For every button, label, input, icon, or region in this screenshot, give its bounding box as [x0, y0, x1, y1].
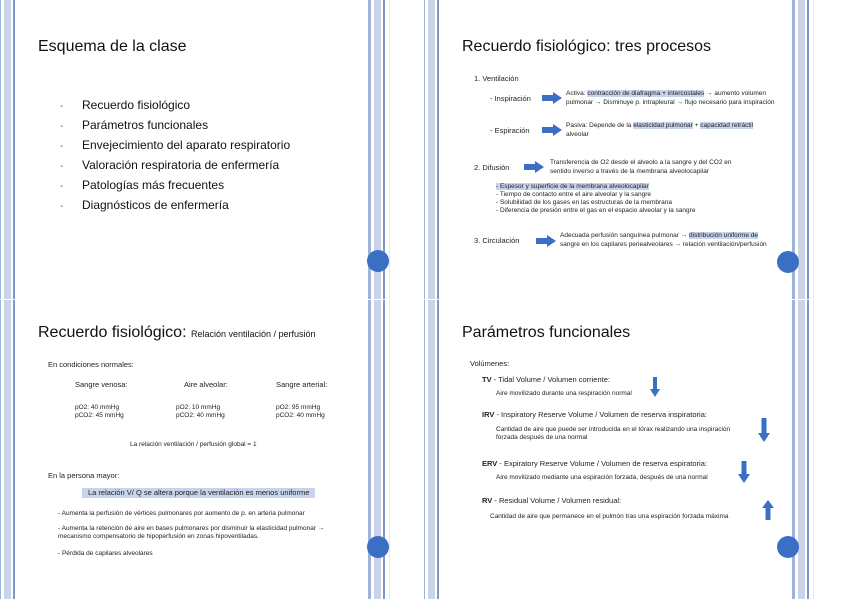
left-decor-bar [424, 300, 440, 599]
right-divider [389, 300, 390, 599]
mayor-bullet: - Aumenta la perfusión de vértices pulmonares por aumento de p. en arteria pulmonar [58, 510, 305, 517]
slide-title: Parámetros funcionales [462, 324, 631, 341]
right-arrow-icon [536, 235, 556, 247]
slide-relacion-vq [0, 300, 424, 599]
factor-item: - Espesor y superficie de la membrana alveolocapilar [496, 183, 649, 190]
left-decor-bar [0, 300, 16, 599]
agenda-item: - Diagnósticos de enfermería [60, 198, 229, 212]
venosa-po2: pO2: 40 mmHg [75, 404, 120, 411]
mayor-heading: En la persona mayor: [48, 471, 120, 480]
left-decor-bar [0, 0, 16, 299]
factor-item: - Solubilidad de los gases en las estructuras de la membrana [496, 199, 672, 206]
venosa-heading: Sangre venosa: [75, 380, 128, 389]
right-divider [813, 300, 814, 599]
agenda-item: - Patologías más frecuentes [60, 178, 225, 192]
agenda-item: - Valoración respiratoria de enfermería [60, 158, 280, 172]
tv-desc: Aire movilizado durante una respiración normal [496, 390, 632, 397]
difusion-line2: sentido inverso a través de la membrana alveolocapilar [550, 168, 709, 175]
right-arrow-icon [542, 92, 562, 104]
slide-esquema [0, 0, 424, 299]
circulacion-line1: Adecuada perfusión sanguínea pulmonar → distribución uniforme de [560, 232, 759, 239]
erv-heading: ERV - Expiratory Reserve Volume / Volumen de reserva espiratoria: [482, 459, 707, 468]
espiracion-line1: Pasiva: Depende de la elasticidad pulmonar + capacidad retráctil [566, 122, 754, 129]
slide-title: Recuerdo fisiológico: tres procesos [462, 38, 712, 55]
down-arrow-icon [650, 377, 660, 397]
right-arrow-icon [524, 161, 544, 173]
slide-circle-icon [777, 251, 799, 273]
slide-circle-icon [367, 250, 389, 272]
alveolar-pco2: pCO2: 40 mmHg [176, 412, 225, 419]
slide-tres-procesos [424, 0, 848, 299]
tv-heading: TV - Tidal Volume / Volumen corriente: [482, 375, 610, 384]
arterial-po2: pO2: 95 mmHg [276, 404, 321, 411]
rv-desc: Cantidad de aire que permanece en el pulmón tras una espiración forzada máxima [490, 513, 729, 520]
mayor-bullet: - Pérdida de capilares alveolares [58, 550, 153, 557]
difusion-line1: Transferencia de O2 desde el alveolo a la sangre y del CO2 en [550, 159, 732, 166]
difusion-label: 2. Difusión [474, 163, 510, 172]
normales-heading: En condiciones normales: [48, 360, 134, 369]
down-arrow-icon [738, 461, 750, 483]
slide-parametros [424, 300, 848, 599]
espiracion-label: - Espiración [490, 126, 530, 135]
slide-title: Recuerdo fisiológico: Relación ventilación / perfusión [38, 324, 316, 341]
espiracion-line2: alveolar [566, 131, 589, 138]
agenda-item: - Recuerdo fisiológico [60, 98, 191, 112]
inspiracion-label: - Inspiración [490, 94, 531, 103]
mayor-bullet-cont: mecanismo compensatorio de hipoperfusión en zonas hipoventiladas. [58, 533, 259, 540]
slide-circle-icon [777, 536, 799, 558]
agenda-item: - Envejecimiento del aparato respiratorio [60, 138, 291, 152]
down-arrow-icon [758, 418, 770, 442]
erv-desc: Aire movilizado mediante una espiración forzada, después de una normal [496, 474, 708, 481]
mayor-bullet: - Aumenta la retención de aire en bases pulmonares por disminuir la elasticidad pulmonar → [58, 525, 325, 532]
left-decor-bar [424, 0, 440, 299]
volumenes-heading: Volúmenes: [470, 359, 510, 368]
alveolar-heading: Aire alveolar: [184, 380, 228, 389]
circulacion-line2: sangre en los capilares periealveolares → relación ventilación/perfusión [560, 241, 767, 248]
agenda-item: - Parámetros funcionales [60, 118, 209, 132]
right-divider [389, 0, 390, 299]
mayor-highlight: La relación V/ Q se altera porque la ventilación es menos uniforme [82, 488, 315, 498]
agenda-list [60, 96, 290, 216]
venosa-pco2: pCO2: 45 mmHg [75, 412, 124, 419]
inspiracion-line2: pulmonar → Disminuye p. intrapleural → flujo necesario para inspiración [566, 99, 775, 106]
right-arrow-icon [542, 124, 562, 136]
rv-heading: RV - Residual Volume / Volumen residual: [482, 496, 622, 505]
inspiracion-line1: Activa: contracción de diafragma + intercostales → aumento volumen [566, 90, 767, 97]
irv-desc-cont: forzada después de una normal [496, 434, 588, 441]
arterial-heading: Sangre arterial: [276, 380, 328, 389]
factor-item: - Diferencia de presión entre el gas en el espacio alveolar y la sangre [496, 207, 696, 214]
slide-circle-icon [367, 536, 389, 558]
right-divider [813, 0, 814, 299]
circulacion-label: 3. Circulación [474, 236, 520, 245]
irv-heading: IRV - Inspiratory Reserve Volume / Volumen de reserva inspiratoria: [482, 410, 707, 419]
alveolar-po2: pO2: 10 mmHg [176, 404, 221, 411]
slide-title: Esquema de la clase [38, 38, 187, 55]
arterial-pco2: pCO2: 40 mmHg [276, 412, 325, 419]
irv-desc: Cantidad de aire que puede ser introducida en el tórax realizando una inspiración [496, 426, 731, 433]
global-ratio: La relación ventilación / perfusión global = 1 [130, 441, 257, 448]
ventilacion-heading: 1. Ventilación [474, 74, 519, 83]
up-arrow-icon [762, 500, 774, 520]
factor-item: - Tiempo de contacto entre el aire alveolar y la sangre [496, 191, 652, 198]
